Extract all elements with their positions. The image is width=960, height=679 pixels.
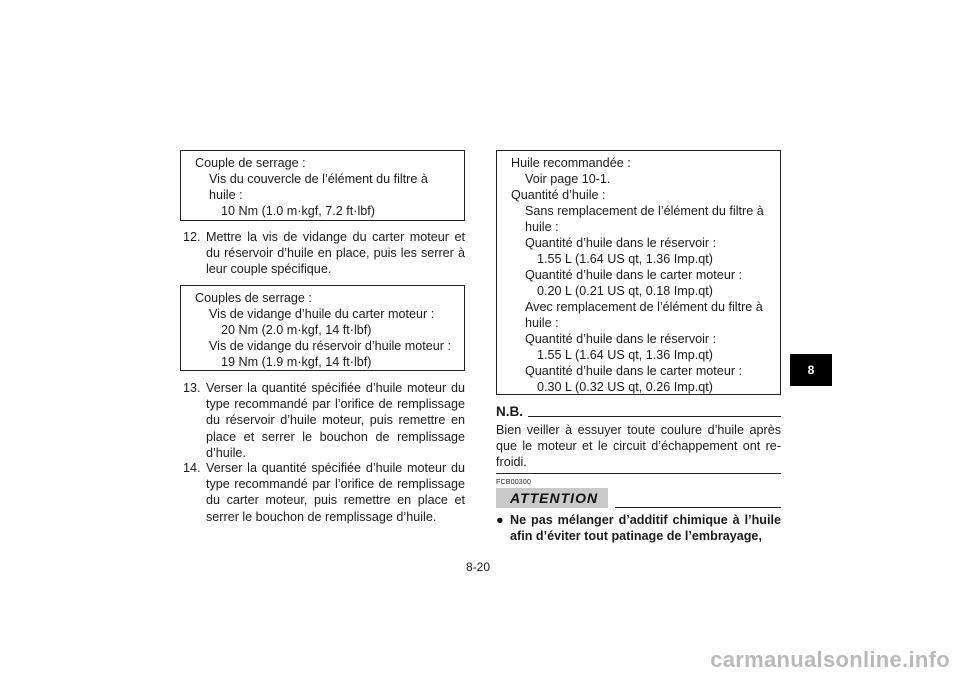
note-rule-bottom — [496, 473, 781, 474]
torque-box-filter-cover — [180, 150, 465, 221]
watermark-logo: carmanualsonline.info — [710, 647, 950, 672]
torque-item: Vis de vidange du réservoir d’huile moteur : — [209, 339, 451, 353]
torque-heading: Couples de serrage : — [195, 291, 312, 305]
attention-text: Ne pas mélanger d’additif chimique à l’huile afin d’éviter tout patinage de l’embrayage, — [510, 513, 781, 544]
step-number: 13. — [183, 381, 201, 395]
step-text: Mettre la vis de vidange du carter moteur et du réservoir d’huile en place, puis les serrer à leur couple spécifique. — [206, 230, 465, 277]
oil-spec-value: 0.30 L (0.32 US qt, 0.26 Imp.qt) — [537, 380, 713, 394]
bullet-icon: ● — [496, 513, 504, 527]
torque-item: Vis du couvercle de l’élément du filtre à — [209, 172, 428, 186]
torque-item-cont: huile : — [209, 188, 243, 202]
step-text: Verser la quantité spécifiée d’huile moteur du type recommandé par l’orifice de remplissage du réservoir d’huile moteur, puis remettre en place et serrer le bouchon de remplissage d’huile. — [206, 381, 465, 460]
oil-spec-line: Quantité d’huile dans le réservoir : — [525, 332, 717, 346]
oil-spec-line: huile : — [525, 316, 559, 330]
step-14 — [183, 460, 465, 525]
oil-spec-value: 0.20 L (0.21 US qt, 0.18 Imp.qt) — [537, 284, 713, 298]
chapter-tab: 8 — [790, 354, 832, 386]
torque-heading: Couple de serrage : — [195, 156, 306, 170]
torque-value: 20 Nm (2.0 m·kgf, 14 ft·lbf) — [221, 323, 372, 337]
oil-spec-line: Quantité d’huile : — [511, 188, 606, 202]
step-number: 12. — [183, 230, 201, 244]
note-text: Bien veiller à essuyer toute coulure d’huile après que le moteur et le circuit d’échappement ont re-froidi. — [496, 423, 781, 470]
step-13 — [183, 380, 465, 461]
attention-bullet-item — [496, 512, 781, 544]
page-number: 8-20 — [466, 560, 491, 574]
oil-spec-value: 1.55 L (1.64 US qt, 1.36 Imp.qt) — [537, 348, 713, 362]
oil-spec-line: huile : — [525, 220, 559, 234]
step-12 — [183, 229, 465, 278]
torque-item: Vis de vidange d’huile du carter moteur : — [209, 307, 435, 321]
attention-badge: ATTENTION — [496, 488, 608, 508]
note-rule-top — [528, 416, 781, 417]
torque-box-drain-bolts — [180, 285, 465, 371]
step-number: 14. — [183, 461, 201, 475]
attention-rule — [615, 507, 781, 508]
attention-code: FCB00300 — [496, 479, 532, 486]
note-label: N.B. — [496, 404, 523, 419]
oil-spec-line: Quantité d’huile dans le réservoir : — [525, 236, 717, 250]
oil-spec-line: Avec remplacement de l’élément du filtre à — [525, 300, 763, 314]
oil-spec-line: Sans remplacement de l’élément du filtre à — [525, 204, 764, 218]
oil-spec-line: Quantité d’huile dans le carter moteur : — [525, 268, 743, 282]
oil-spec-value: 1.55 L (1.64 US qt, 1.36 Imp.qt) — [537, 252, 713, 266]
torque-value: 10 Nm (1.0 m·kgf, 7.2 ft·lbf) — [221, 204, 375, 218]
step-text: Verser la quantité spécifiée d’huile moteur du type recommandé par l’orifice de remplissage du carter moteur, puis remettre en place et serrer le bouchon de remplissage d’huile. — [206, 461, 465, 524]
torque-value: 19 Nm (1.9 m·kgf, 14 ft·lbf) — [221, 355, 372, 369]
oil-spec-line: Voir page 10-1. — [525, 172, 611, 186]
oil-spec-line: Huile recommandée : — [511, 156, 631, 170]
oil-spec-box — [496, 150, 781, 395]
oil-spec-line: Quantité d’huile dans le carter moteur : — [525, 364, 743, 378]
